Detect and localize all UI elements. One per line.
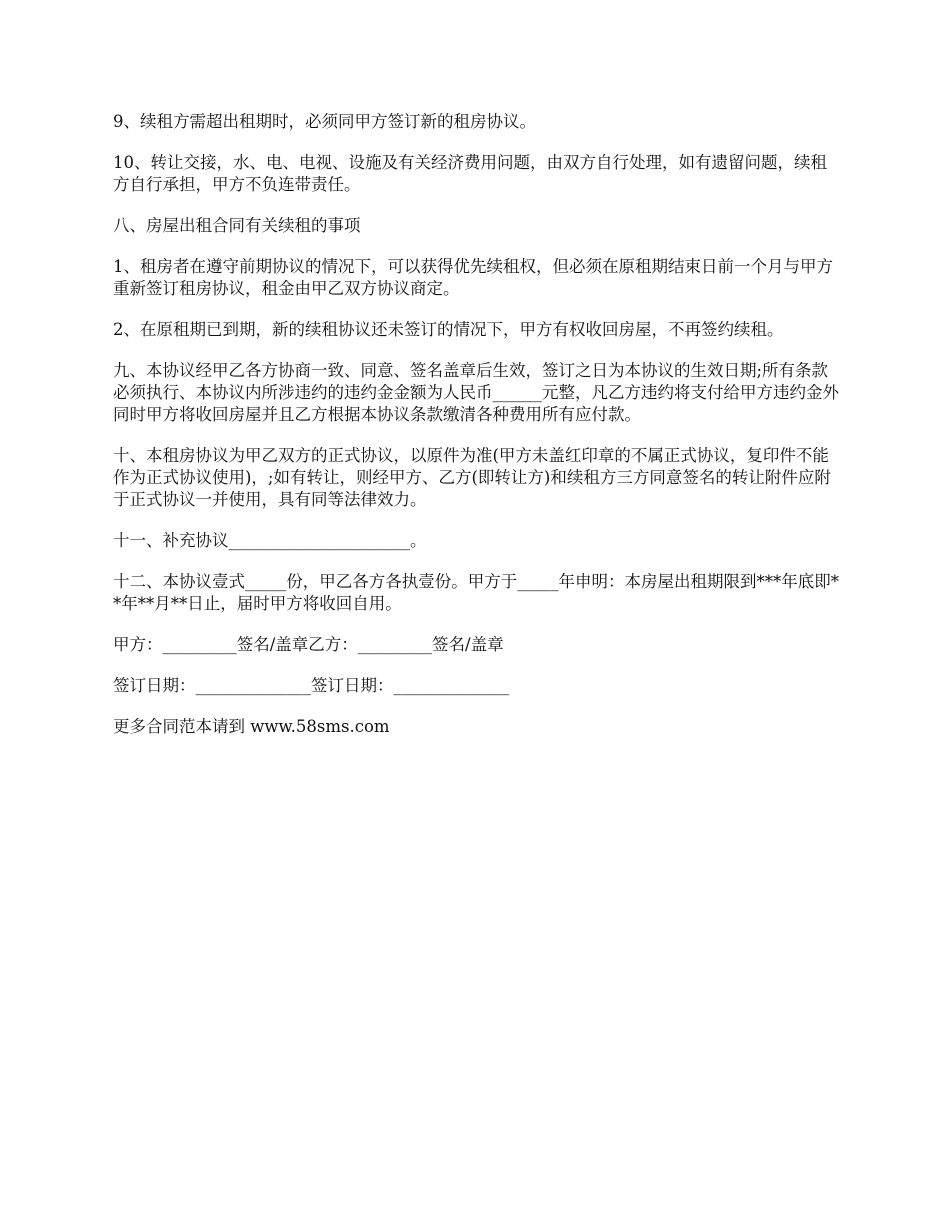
renewal-clause-2: 2、在原租期已到期，新的续租协议还未签订的情况下，甲方有权收回房屋，不再签约续租。	[113, 320, 784, 339]
document-body	[113, 111, 843, 757]
signing-date-line: 签订日期：______________签订日期：______________	[113, 676, 509, 695]
section-10-formal-agreement: 十、本租房协议为甲乙双方的正式协议，以原件为准(甲方未盖红印章的不属正式协议，复印件不能作为正式协议使用)，;如有转让，则经甲方、乙方(即转让方)和续租方三方同意签名的转让附件应附于正式协议一并使用，具有同等法律效力。	[113, 446, 831, 509]
section-12-copies: 十二、本协议壹式_____份，甲乙各方各执壹份。甲方于_____年申明：本房屋出租期限到***年底即**年**月**日止，届时甲方将收回自用。	[113, 572, 839, 613]
section-11-supplement: 十一、补充协议______________________。	[113, 531, 427, 550]
renewal-clause-1: 1、租房者在遵守前期协议的情况下，可以获得优先续租权，但必须在原租期结束日前一个月与甲方重新签订租房协议，租金由甲乙双方协议商定。	[113, 257, 833, 298]
section-9-effectiveness: 九、本协议经甲乙各方协商一致、同意、签名盖章后生效，签订之日为本协议的生效日期;所有条款必须执行、本协议内所涉违约的违约金金额为人民币______元整，凡乙方违约将支付给甲方违约金外同时甲方将收回房屋并且乙方根据本协议条款缴清各种费用所有应付款。	[113, 361, 839, 424]
section-8-heading: 八、房屋出租合同有关续租的事项	[113, 216, 361, 235]
signature-line: 甲方：_________签名/盖章乙方：_________签名/盖章	[113, 635, 504, 654]
clause-9: 9、续租方需超出租期时，必须同甲方签订新的租房协议。	[113, 112, 536, 131]
footer-link-text: 更多合同范本请到 www.58sms.com	[113, 717, 390, 736]
clause-10: 10、转让交接，水、电、电视、设施及有关经济费用问题，由双方自行处理，如有遗留问题，续租方自行承担，甲方不负连带责任。	[113, 153, 827, 194]
